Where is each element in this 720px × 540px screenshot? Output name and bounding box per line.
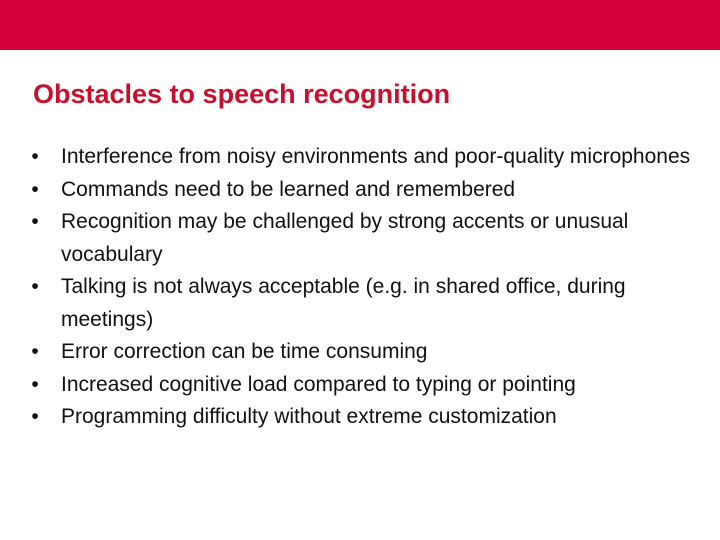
bullet-item — [28, 336, 708, 369]
bullet-text: Interference from noisy environments and poor-quality microphones — [61, 145, 691, 168]
bullet-item — [28, 174, 708, 207]
bullet-icon: • — [31, 405, 39, 428]
bullet-text: Increased cognitive load compared to typing or pointing — [61, 372, 576, 396]
bullet-icon: • — [31, 340, 39, 363]
header-bar — [0, 0, 720, 50]
bullet-item — [28, 206, 708, 271]
bullet-text: Error correction can be time consuming — [61, 340, 428, 363]
bullet-icon: • — [31, 210, 39, 233]
bullet-text: Commands need to be learned and remembered — [61, 177, 516, 201]
bullet-icon: • — [31, 275, 39, 298]
bullet-text: Recognition may be challenged by strong accents or unusual vocabulary — [61, 210, 629, 266]
bullet-item — [28, 369, 708, 402]
bullet-icon: • — [31, 372, 39, 396]
bullet-icon: • — [31, 177, 39, 201]
bullet-item — [28, 401, 708, 434]
slide-title: Obstacles to speech recognition — [33, 79, 451, 109]
bullet-icon: • — [31, 145, 39, 168]
bullet-item — [28, 271, 708, 336]
bullet-list — [28, 141, 708, 434]
bullet-item — [28, 141, 708, 174]
bullet-text: Programming difficulty without extreme customization — [61, 405, 557, 428]
bullet-text: Talking is not always acceptable (e.g. in shared office, during meetings) — [61, 275, 626, 331]
